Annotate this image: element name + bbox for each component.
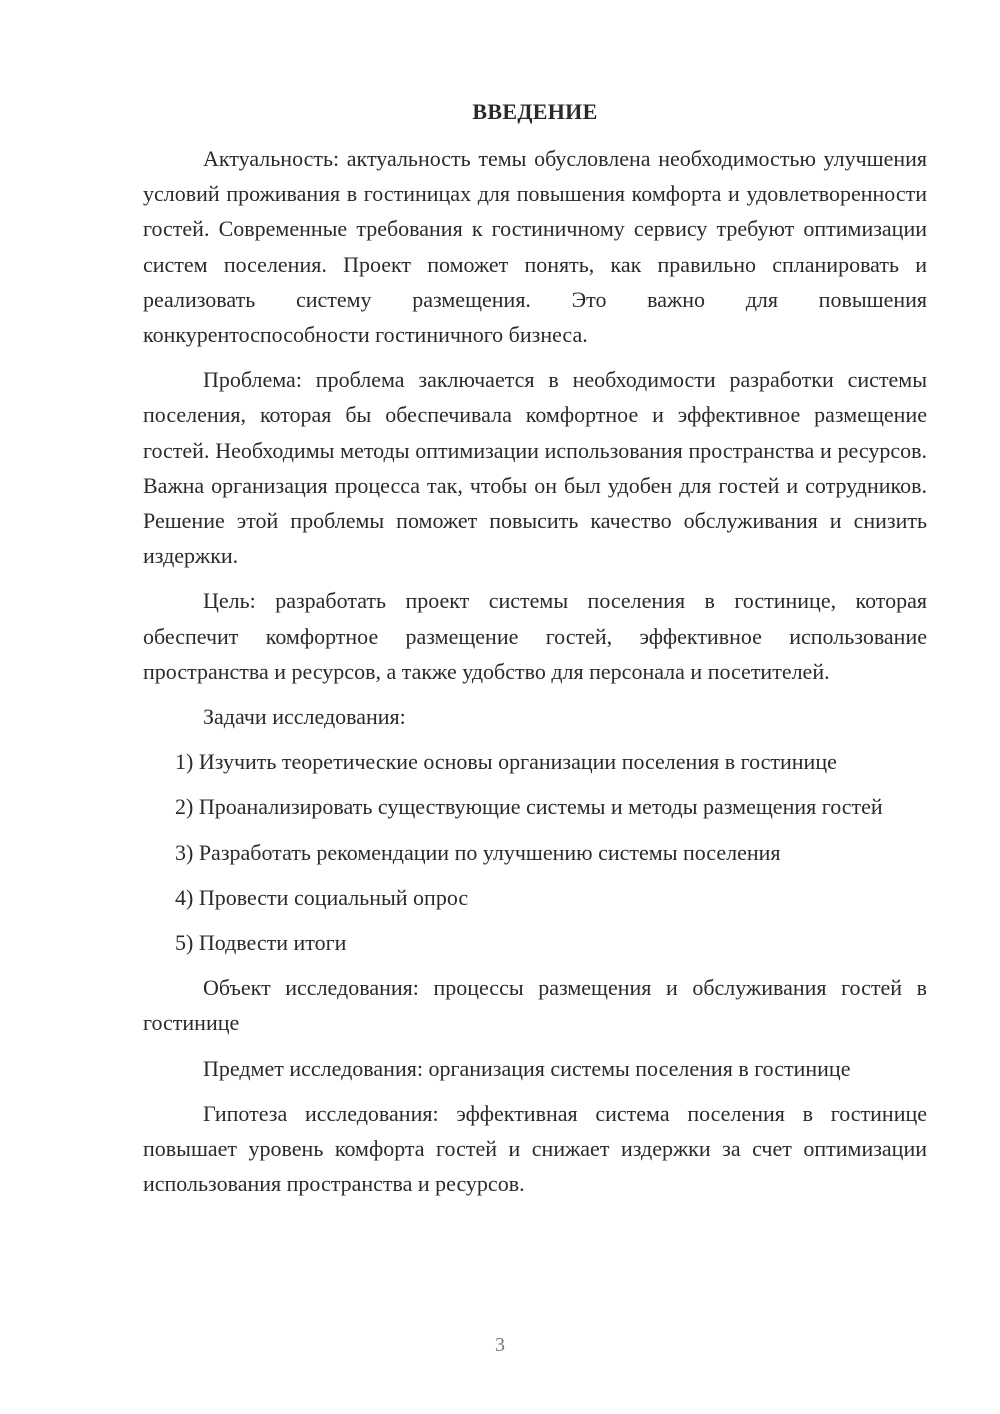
task-item: 5) Подвести итоги bbox=[175, 930, 347, 956]
task-item: 3) Разработать рекомендации по улучшению системы поселения bbox=[175, 839, 781, 865]
paragraph-tasks-title: Задачи исследования: bbox=[203, 704, 406, 730]
section-heading: ВВЕДЕНИЕ bbox=[472, 99, 598, 124]
task-item: 2) Проанализировать существующие системы и методы размещения гостей bbox=[175, 794, 883, 820]
task-item: 1) Изучить теоретические основы организации поселения в гостинице bbox=[175, 749, 837, 775]
paragraph-relevance: Актуальность: актуальность темы обусловлена необходимостью улучшения условий проживания в гостиницах для повышения комфорта и удовлетворенности гостей. Современные требования к гостиничному сервису требуют оптимизации систем поселения. Проект поможет понять, как правильно спланировать и реализовать систему размещения. Это важно для повышения конкурентоспособности гостиничного бизнеса. bbox=[143, 146, 927, 348]
paragraph-hypothesis: Гипотеза исследования: эффективная система поселения в гостинице повышает уровень комфорта гостей и снижает издержки за счет оптимизации использования пространства и ресурсов. bbox=[143, 1100, 927, 1197]
paragraph-problem: Проблема: проблема заключается в необходимости разработки системы поселения, которая бы обеспечивала комфортное и эффективное размещение гостей. Необходимы методы оптимизации использования пространства и ресурсов. Важна организация процесса так, чтобы он был удобен для гостей и сотрудников. Решение этой проблемы поможет повысить качество обслуживания и снизить издержки. bbox=[143, 367, 927, 569]
paragraph-object: Объект исследования: процессы размещения и обслуживания гостей в гостинице bbox=[143, 975, 927, 1036]
paragraph-goal: Цель: разработать проект системы поселения в гостинице, которая обеспечит комфортное размещение гостей, эффективное использование пространства и ресурсов, а также удобство для персонала и посетителей. bbox=[143, 588, 927, 684]
page-number: 3 bbox=[495, 1334, 505, 1356]
task-item: 4) Провести социальный опрос bbox=[175, 884, 469, 910]
page-content bbox=[143, 95, 927, 1211]
paragraph-subject: Предмет исследования: организация системы поселения в гостинице bbox=[203, 1055, 851, 1081]
